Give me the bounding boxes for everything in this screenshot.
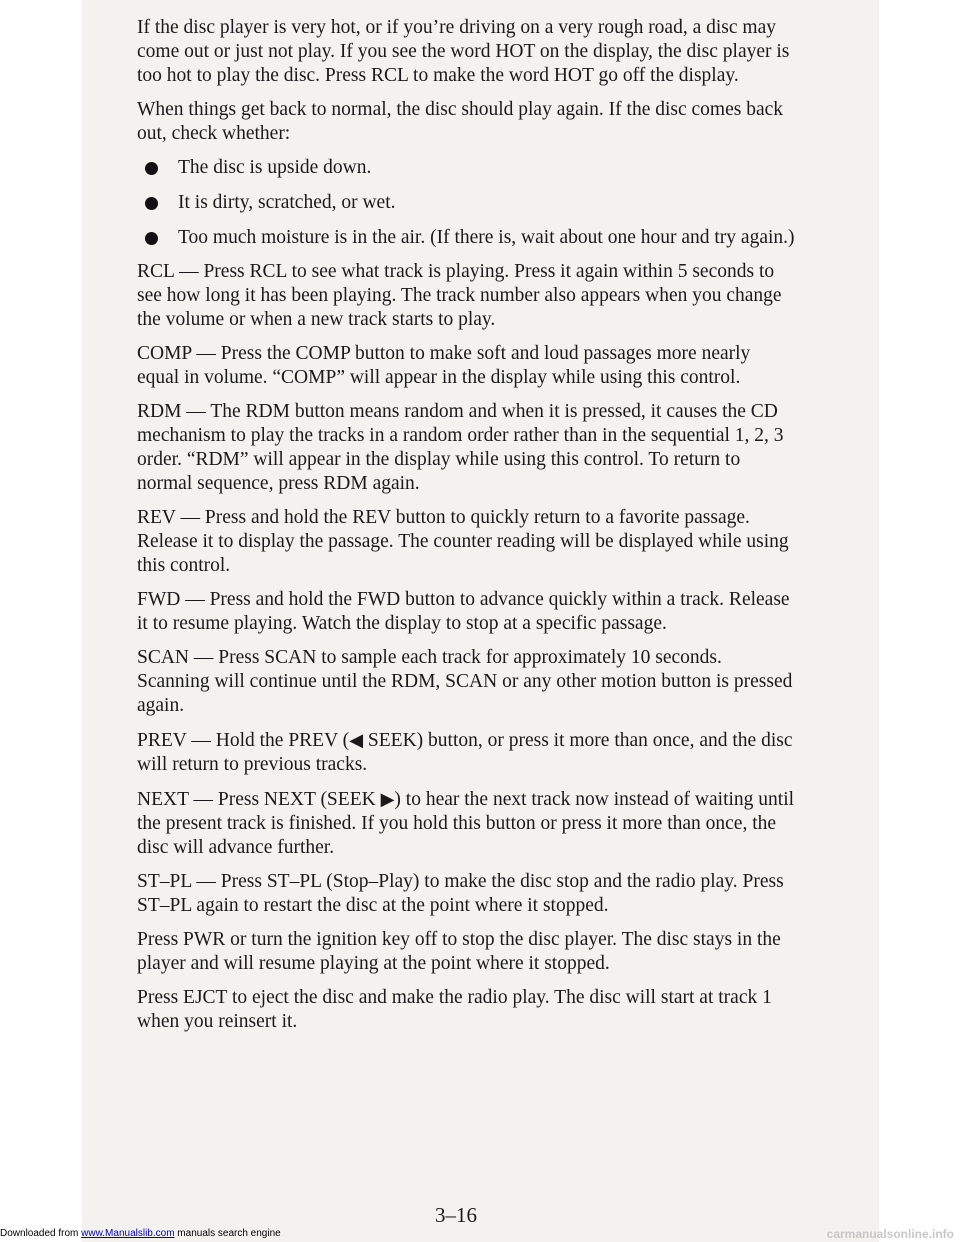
seek-right-arrow-icon: ▶ [380,789,395,809]
prev-text-start: PREV — Hold the PREV ( [137,730,350,751]
list-item-text: Too much moisture is in the air. (If there is, wait about one hour and try again.) [178,227,795,248]
watermark: carmanualsonline.info [826,1227,954,1241]
bullet-icon [145,197,158,210]
manualslib-link[interactable]: www.Manualslib.com [81,1228,175,1239]
paragraph-prev [137,728,797,777]
list-item [137,226,797,250]
list-item [137,156,797,180]
paragraph-rdm: RDM — The RDM button means random and when it is pressed, it causes the CD mechanism to play the tracks in a random order rather than in the sequential 1, 2, 3 order. “RDM” will appear in the display while using this control. To return to normal sequence, press RDM again. [137,401,784,494]
page-number: 3–16 [435,1203,477,1227]
paragraph-stpl: ST–PL — Press ST–PL (Stop–Play) to make the disc stop and the radio play. Press ST–PL again to restart the disc at the point where it stopped. [137,871,784,916]
download-footer [0,1228,281,1240]
paragraph-rcl: RCL — Press RCL to see what track is playing. Press it again within 5 seconds to see how long it has been playing. The track number also appears when you change the volume or when a new track starts to play. [137,261,782,330]
list-item [137,191,797,215]
next-text-end: ) to hear the next track now instead of waiting until the present track is finished. If you hold this button or press it more than once, the disc will advance further. [137,789,795,858]
paragraph-scan: SCAN — Press SCAN to sample each track for approximately 10 seconds. Scanning will continue until the RDM, SCAN or any other motion button is pressed again. [137,647,793,716]
list-item-text: The disc is upside down. [178,157,372,178]
bullet-icon [145,162,158,175]
paragraph-fwd: FWD — Press and hold the FWD button to advance quickly within a track. Release it to resume playing. Watch the display to stop at a specific passage. [137,589,790,634]
paragraph-next [137,787,797,860]
paragraph-ejct: Press EJCT to eject the disc and make the radio play. The disc will start at track 1 when you reinsert it. [137,987,772,1032]
check-list [137,156,797,250]
seek-left-arrow-icon: ◀ [349,730,364,750]
footer-prefix: Downloaded from [0,1228,82,1239]
manual-content [137,16,797,1034]
bullet-icon [145,232,158,245]
next-text-start: NEXT — Press NEXT (SEEK [137,789,381,810]
paragraph-hot-disc: If the disc player is very hot, or if you’re driving on a very rough road, a disc may come out or just not play. If you see the word HOT on the display, the disc player is too hot to play the disc. Press RCL to make the word HOT go off the display. [137,17,790,86]
paragraph-check-whether: When things get back to normal, the disc should play again. If the disc comes back out, check whether: [137,99,784,144]
paragraph-rev: REV — Press and hold the REV button to quickly return to a favorite passage. Release it to display the passage. The counter reading will be displayed while using this control. [137,507,789,576]
prev-text-end: SEEK) button, or press it more than once, and the disc will return to previous tracks. [137,730,793,775]
paragraph-comp: COMP — Press the COMP button to make soft and loud passages more nearly equal in volume. “COMP” will appear in the display while using this control. [137,343,751,388]
footer-suffix: manuals search engine [174,1228,281,1239]
paragraph-pwr: Press PWR or turn the ignition key off to stop the disc player. The disc stays in the player and will resume playing at the point where it stopped. [137,929,781,974]
list-item-text: It is dirty, scratched, or wet. [178,192,396,213]
